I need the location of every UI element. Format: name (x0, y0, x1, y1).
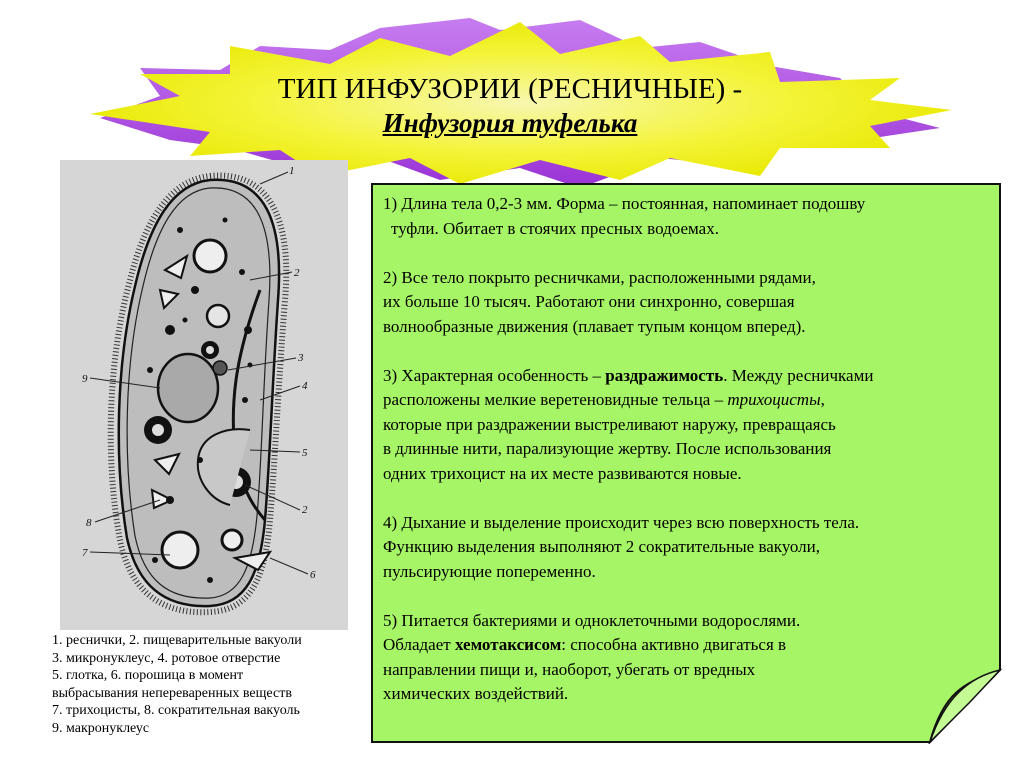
point-line: направлении пищи и, наоборот, убегать от вредных (383, 659, 756, 679)
point-line: одних трихоцист на их месте развиваются новые. (383, 463, 742, 483)
diagram-label: 4 (302, 380, 308, 392)
title-block (200, 72, 820, 140)
point-5 (383, 609, 993, 707)
diagram-label: 7 (82, 547, 88, 559)
food-vacuole (222, 530, 242, 550)
diagram-label: 2 (294, 267, 300, 279)
diagram-label: 6 (310, 569, 316, 581)
paramecium-diagram (60, 160, 348, 630)
caption-line: 9. макронуклеус (52, 720, 150, 736)
point-line: , (820, 390, 825, 409)
diagram-label: 5 (302, 447, 308, 459)
point-line: 4) Дыхание и выделение происходит через всю поверхность тела. (383, 512, 860, 532)
point-line: 2) Все тело покрыто ресничками, расположенными рядами, (383, 267, 816, 287)
point-4 (383, 511, 993, 585)
page-title: ТИП ИНФУЗОРИИ (РЕСНИЧНЫЕ) - (277, 73, 743, 105)
diagram-label: 3 (298, 352, 304, 364)
info-text (383, 192, 993, 731)
point-line: : способна активно двигаться в (561, 635, 787, 654)
micronucleus (213, 361, 227, 375)
contractile-vacuole-top (194, 240, 226, 272)
point-line: волнообразные движения (плавает тупым концом вперед). (383, 316, 806, 336)
term-trichocysts: трихоцисты (727, 390, 821, 409)
food-vacuole (152, 424, 164, 436)
point-line: химических воздействий. (383, 684, 569, 703)
caption-line: 5. глотка, 6. порошица в момент (52, 668, 244, 683)
point-1 (383, 192, 993, 241)
point-line: Обладает (383, 635, 455, 654)
point-line: расположены мелкие веретеновидные тельца – (383, 390, 728, 409)
page-subtitle: Инфузория туфелька (382, 108, 638, 138)
point-line: 3) Характерная особенность – (383, 365, 606, 385)
term-chemotaxis: хемотаксисом (454, 635, 562, 654)
point-line: которые при раздражении выстреливают наружу, превращаясь (383, 414, 836, 434)
point-line: 5) Питается бактериями и одноклеточными водорослями. (383, 610, 801, 630)
paramecium-drawing (60, 160, 348, 630)
caption-line: 3. микронуклеус, 4. ротовое отверстие (52, 650, 281, 666)
diagram-label: 1 (289, 165, 295, 177)
macronucleus (158, 354, 218, 422)
point-line: Функцию выделения выполняют 2 сократительные вакуоли, (383, 537, 821, 556)
point-line: в длинные нити, парализующие жертву. После использования (383, 439, 832, 458)
diagram-label: 8 (86, 517, 92, 529)
point-line: их больше 10 тысяч. Работают они синхронно, совершая (383, 292, 795, 311)
food-vacuole (207, 305, 229, 327)
point-line: пульсирующие попеременно. (383, 561, 596, 581)
point-line: 1) Длина тела 0,2-3 мм. Форма – постоянная, напоминает подошву (383, 194, 866, 213)
point-3 (383, 364, 993, 487)
diagram-label: 2 (302, 504, 308, 516)
caption-line: 1. реснички, 2. пищеварительные вакуоли (52, 633, 302, 648)
food-vacuole (206, 346, 214, 354)
point-2 (383, 266, 993, 340)
point-line: . Между ресничками (723, 365, 874, 385)
caption-line: 7. трихоцисты, 8. сократительная вакуоль (52, 703, 300, 718)
term-irritability: раздражимость (605, 365, 724, 385)
caption-line: выбрасывания непереваренных веществ (52, 685, 292, 701)
point-line: туфли. Обитает в стоячих пресных водоемах. (391, 218, 719, 238)
contractile-vacuole-bottom (162, 532, 198, 568)
diagram-caption (52, 632, 362, 737)
diagram-label: 9 (82, 373, 88, 385)
